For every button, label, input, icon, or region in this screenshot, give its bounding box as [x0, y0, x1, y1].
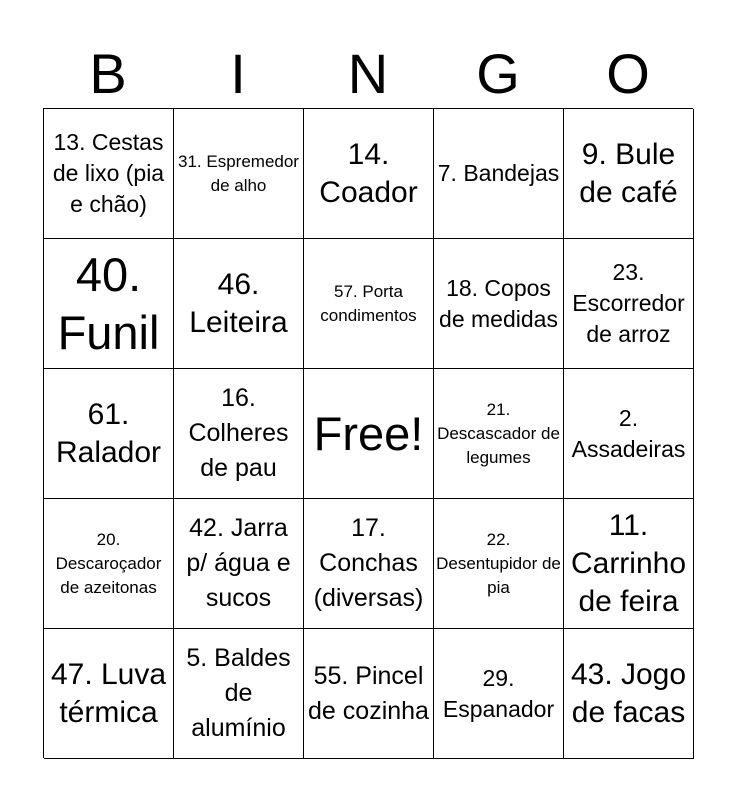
bingo-cell-text: 29. Espanador — [442, 664, 555, 722]
bingo-cell[interactable] — [434, 499, 564, 629]
bingo-cell[interactable] — [434, 369, 564, 499]
free-space-cell[interactable] — [304, 369, 434, 499]
bingo-cell[interactable] — [564, 629, 694, 759]
bingo-cell-text: 57. Porta condimentos — [320, 281, 417, 325]
bingo-cell-text: 21. Descascador de legumes — [437, 399, 560, 467]
bingo-cell-text: 7. Bandejas — [437, 160, 560, 186]
bingo-cell[interactable] — [174, 499, 304, 629]
header-letter-i: I — [230, 42, 246, 105]
bingo-cell[interactable] — [434, 239, 564, 369]
bingo-cell-text: 47. Luva térmica — [50, 657, 167, 729]
bingo-cell-text: 9. Bule de café — [579, 137, 678, 209]
bingo-cell[interactable] — [174, 369, 304, 499]
bingo-header — [43, 40, 693, 108]
bingo-cell[interactable] — [564, 239, 694, 369]
bingo-cell-text: 31. Espremedor de alho — [178, 151, 299, 195]
bingo-cell[interactable] — [564, 109, 694, 239]
bingo-cell[interactable] — [564, 369, 694, 499]
header-letter-b: B — [89, 42, 127, 105]
bingo-cell-text: 16. Colheres de pau — [188, 384, 289, 482]
header-letter-g: G — [476, 42, 520, 105]
bingo-cell-text: 18. Copos de medidas — [439, 274, 558, 332]
bingo-cell-text: 42. Jarra p/ água e sucos — [186, 514, 291, 612]
bingo-cell-text: 43. Jogo de facas — [570, 657, 687, 729]
bingo-cell[interactable] — [44, 109, 174, 239]
bingo-cell-text: 14. Coador — [319, 137, 418, 209]
bingo-card-grid — [43, 108, 693, 758]
free-space-text: Free! — [313, 406, 424, 460]
bingo-cell-text: 23. Escorredor de arroz — [572, 259, 685, 347]
bingo-cell[interactable] — [304, 109, 434, 239]
bingo-cell-text: 46. Leiteira — [189, 267, 288, 339]
bingo-cell-text: 2. Assadeiras — [571, 404, 686, 462]
header-letter-o: O — [606, 42, 650, 105]
bingo-cell[interactable] — [304, 239, 434, 369]
bingo-cell[interactable] — [44, 239, 174, 369]
bingo-cell-text: 20. Descaroçador de azeitonas — [55, 529, 162, 597]
bingo-cell[interactable] — [434, 109, 564, 239]
bingo-cell[interactable] — [44, 499, 174, 629]
header-letter-n: N — [347, 42, 389, 105]
bingo-cell[interactable] — [174, 109, 304, 239]
bingo-cell[interactable] — [174, 629, 304, 759]
bingo-cell-text: 40. Funil — [57, 247, 160, 359]
bingo-cell[interactable] — [44, 629, 174, 759]
bingo-cell-text: 5. Baldes de alumínio — [186, 644, 291, 742]
bingo-cell-text: 17. Conchas (diversas) — [313, 514, 424, 612]
bingo-cell-text: 22. Desentupidor de pia — [436, 529, 561, 597]
bingo-cell[interactable] — [564, 499, 694, 629]
bingo-cell[interactable] — [304, 629, 434, 759]
bingo-cell-text: 11. Carrinho de feira — [570, 508, 687, 618]
bingo-cell-text: 61. Ralador — [55, 397, 162, 469]
bingo-cell[interactable] — [174, 239, 304, 369]
bingo-cell-text: 55. Pincel de cozinha — [308, 661, 429, 725]
bingo-cell[interactable] — [44, 369, 174, 499]
bingo-cell[interactable] — [304, 499, 434, 629]
bingo-cell[interactable] — [434, 629, 564, 759]
bingo-cell-text: 13. Cestas de lixo (pia e chão) — [52, 129, 165, 217]
